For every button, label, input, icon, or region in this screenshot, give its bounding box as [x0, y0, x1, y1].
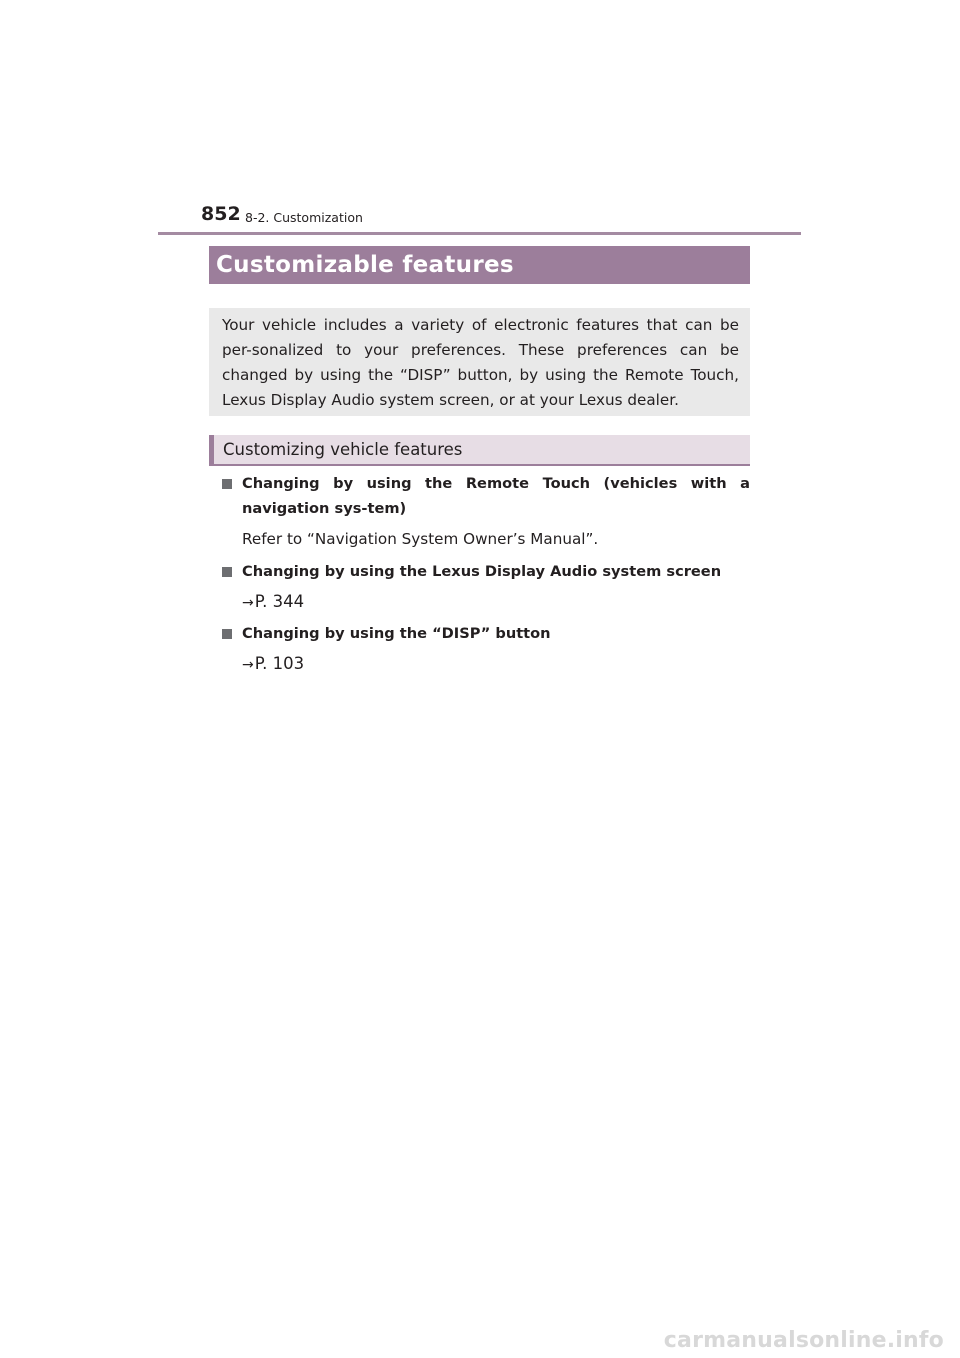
item-heading [222, 559, 750, 584]
subsection-bar [209, 435, 750, 466]
intro-text: Your vehicle includes a variety of electronic features that can be per-sonalized to your preferences. These preferences can be changed by using the “DISP” button, by using the Remote Touch, Lexus Display Audio system screen, or at your Lexus dealer. [222, 316, 739, 409]
square-bullet-icon [222, 621, 242, 646]
watermark: carmanualsonline.info [663, 1328, 944, 1353]
page-number: 852 [201, 203, 241, 225]
arrow-right-icon: → [242, 657, 254, 673]
item-heading-text: Changing by using the “DISP” button [242, 625, 551, 642]
subsection-title: Customizing vehicle features [223, 440, 463, 459]
list-item-display-audio [222, 559, 750, 616]
page-reference-text: P. 344 [254, 592, 305, 611]
list-item-disp-button [222, 621, 750, 678]
item-heading-text: Changing by using the Lexus Display Audio system screen [242, 563, 722, 580]
square-bullet-icon [222, 559, 242, 584]
item-heading [222, 471, 750, 521]
section-label: 8-2. Customization [245, 210, 363, 225]
intro-box [209, 308, 750, 416]
page-reference[interactable] [242, 651, 750, 678]
page-reference-text: P. 103 [254, 654, 305, 673]
item-heading [222, 621, 750, 646]
arrow-right-icon: → [242, 595, 254, 611]
item-body: Refer to “Navigation System Owner’s Manual”. [242, 530, 599, 548]
title-bar [209, 246, 750, 284]
square-bullet-icon [222, 471, 242, 521]
list-item-remote-touch [222, 471, 750, 552]
item-heading-text: Changing by using the Remote Touch (vehicles with a navigation sys-tem) [242, 475, 750, 517]
header-divider [158, 232, 801, 235]
page-reference[interactable] [242, 589, 750, 616]
page-title: Customizable features [216, 252, 514, 278]
